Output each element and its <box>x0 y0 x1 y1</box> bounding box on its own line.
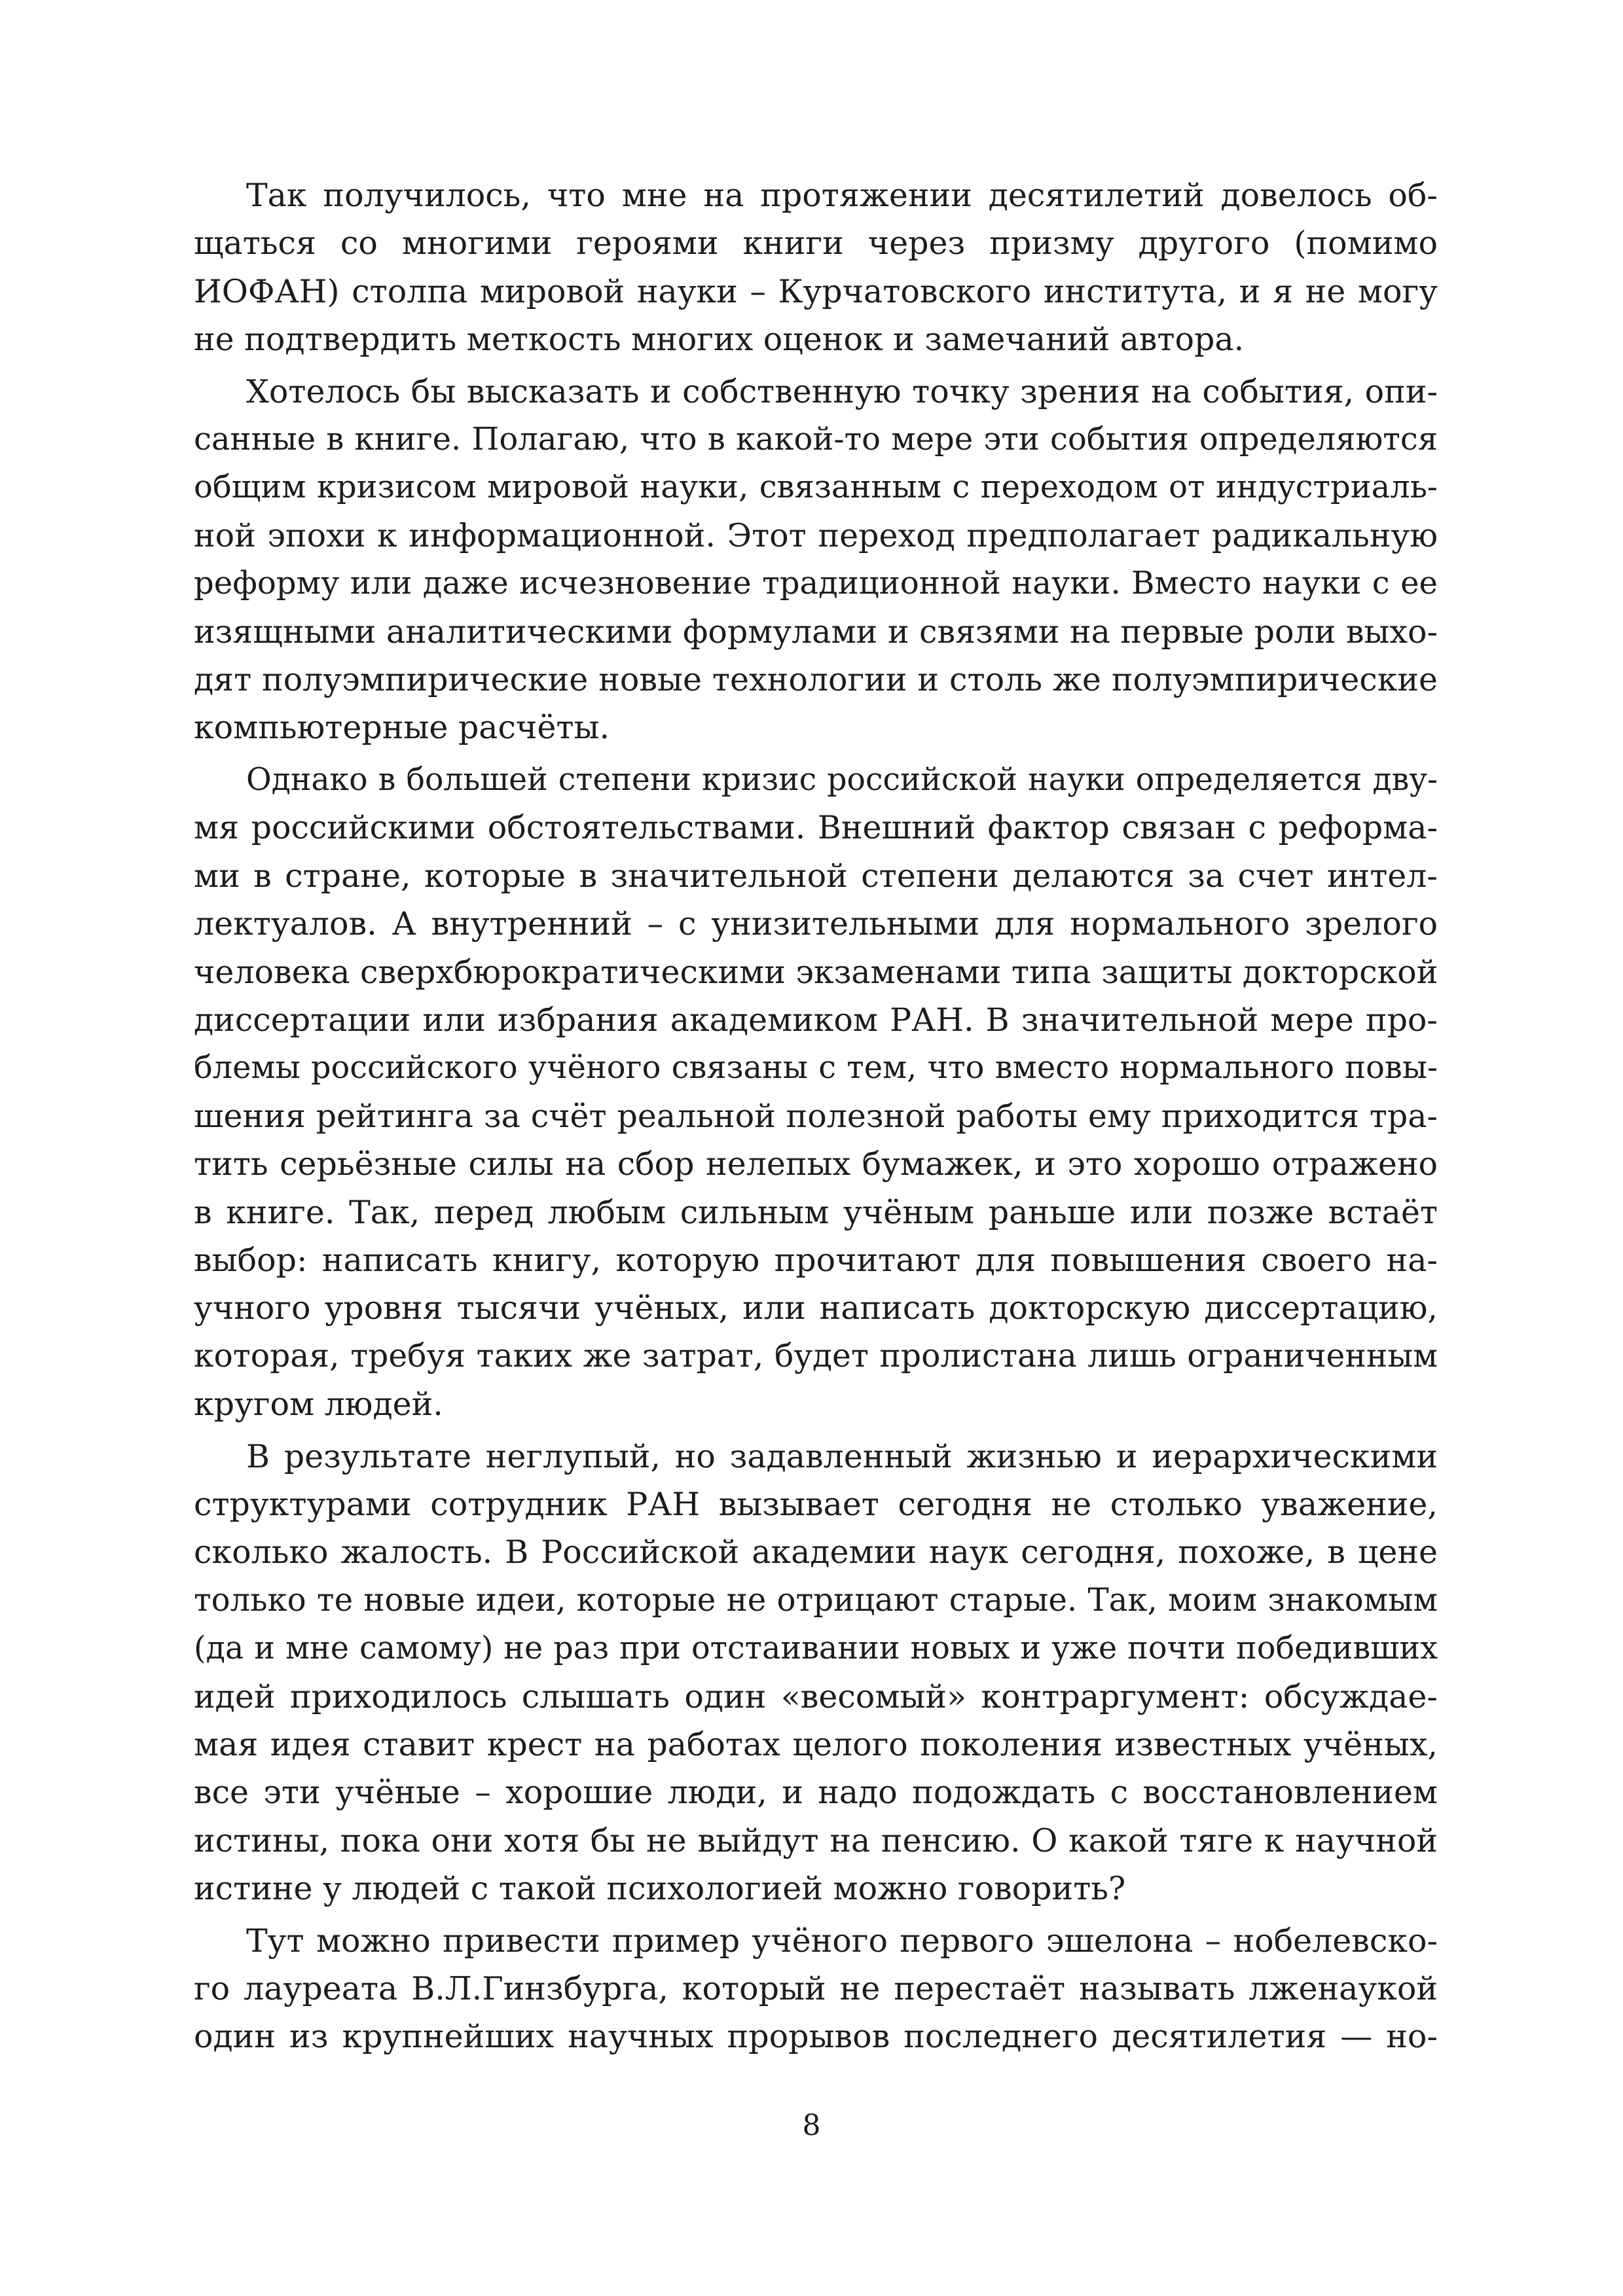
text-line: Так получилось, что мне на протяжении десятилетий довелось об- <box>246 177 1438 214</box>
text-line: не подтвердить меткость многих оценок и замечаний автора. <box>194 321 1245 359</box>
text-line: только те новые идеи, которые не отрицают старые. Так, моим знакомым <box>194 1581 1438 1619</box>
text-line: лектуалов. А внутренний – с унизительными для нормального зрелого <box>194 905 1438 943</box>
text-line: изящными аналитическими формулами и связями на первые роли выхо- <box>194 613 1438 651</box>
text-line: которая, требуя таких же затрат, будет пролистана лишь ограниченным <box>194 1337 1438 1374</box>
text-line: тить серьёзные силы на сбор нелепых бумажек, и это хорошо отражено <box>194 1145 1438 1183</box>
text-line: все эти учёные – хорошие люди, и надо подождать с восстановлением <box>194 1774 1438 1812</box>
text-line: учного уровня тысячи учёных, или написать докторскую диссертацию, <box>194 1289 1438 1327</box>
text-line: дят полуэмпирические новые технологии и столь же полуэмпирические <box>194 661 1438 699</box>
text-line: ной эпохи к информационной. Этот переход предполагает радикальную <box>194 516 1438 554</box>
text-line: истины, пока они хотя бы не выйдут на пенсию. О какой тяге к научной <box>194 1821 1438 1859</box>
text-line: санные в книге. Полагаю, что в какой-то мере эти события определяются <box>194 421 1438 458</box>
text-line: общим кризисом мировой науки, связанным с переходом от индустриаль- <box>194 469 1438 506</box>
text-line: один из крупнейших научных прорывов последнего десятилетия — но- <box>194 2018 1438 2056</box>
text-line: блемы российского учёного связаны с тем, что вместо нормального повы- <box>194 1050 1438 1086</box>
paragraph <box>194 1917 1438 2061</box>
text-line: го лауреата В.Л.Гинзбурга, который не перестаёт называть лженаукой <box>194 1970 1438 2008</box>
text-line: в книге. Так, перед любым сильным учёным раньше или позже встаёт <box>194 1193 1438 1231</box>
text-line: диссертации или избрания академиком РАН. В значительной мере про- <box>194 1001 1438 1039</box>
paragraph <box>194 368 1438 752</box>
page-number: 8 <box>802 2109 821 2142</box>
text-line: сколько жалость. В Российской академии наук сегодня, похоже, в цене <box>194 1534 1438 1571</box>
text-line: структурами сотрудник РАН вызывает сегодня не столько уважение, <box>194 1485 1438 1523</box>
text-line: Хотелось бы высказать и собственную точку зрения на события, опи- <box>246 372 1438 410</box>
text-line: кругом людей. <box>194 1386 443 1424</box>
text-line: щаться со многими героями книги через призму другого (помимо <box>194 224 1438 262</box>
text-line: выбор: написать книгу, которую прочитают для повышения своего на- <box>194 1241 1438 1279</box>
text-line: истине у людей с такой психологией можно говорить? <box>194 1870 1126 1908</box>
text-line: компьютерные расчёты. <box>194 709 610 747</box>
paragraph <box>194 756 1438 1429</box>
text-line: Однако в большей степени кризис российской науки определяется дву- <box>246 761 1438 798</box>
paragraph <box>194 1433 1438 1913</box>
text-line: Тут можно привести пример учёного первого эшелона – нобелевско- <box>246 1922 1438 1960</box>
text-line: идей приходилось слышать один «весомый» контраргумент: обсуждае- <box>194 1677 1438 1715</box>
text-line: ми в стране, которые в значительной степени делаются за счет интел- <box>194 857 1438 895</box>
text-line: В результате неглупый, но задавленный жизнью и иерархическими <box>246 1437 1438 1475</box>
text-line: шения рейтинга за счёт реальной полезной работы ему приходится тра- <box>194 1097 1438 1135</box>
text-line: реформу или даже исчезновение традиционной науки. Вместо науки с ее <box>194 565 1438 602</box>
text-line: человека сверхбюрократическими экзаменами типа защиты докторской <box>194 953 1438 991</box>
text-line: (да и мне самому) не раз при отстаивании новых и уже почти победивших <box>194 1630 1438 1667</box>
paragraph <box>194 171 1438 364</box>
body-text <box>194 171 1438 2065</box>
text-line: ИОФАН) столпа мировой науки – Курчатовского института, и я не могу <box>194 272 1438 310</box>
text-line: мая идея ставит крест на работах целого поколения известных учёных, <box>194 1726 1438 1763</box>
text-line: мя российскими обстоятельствами. Внешний фактор связан с реформа- <box>194 809 1438 847</box>
